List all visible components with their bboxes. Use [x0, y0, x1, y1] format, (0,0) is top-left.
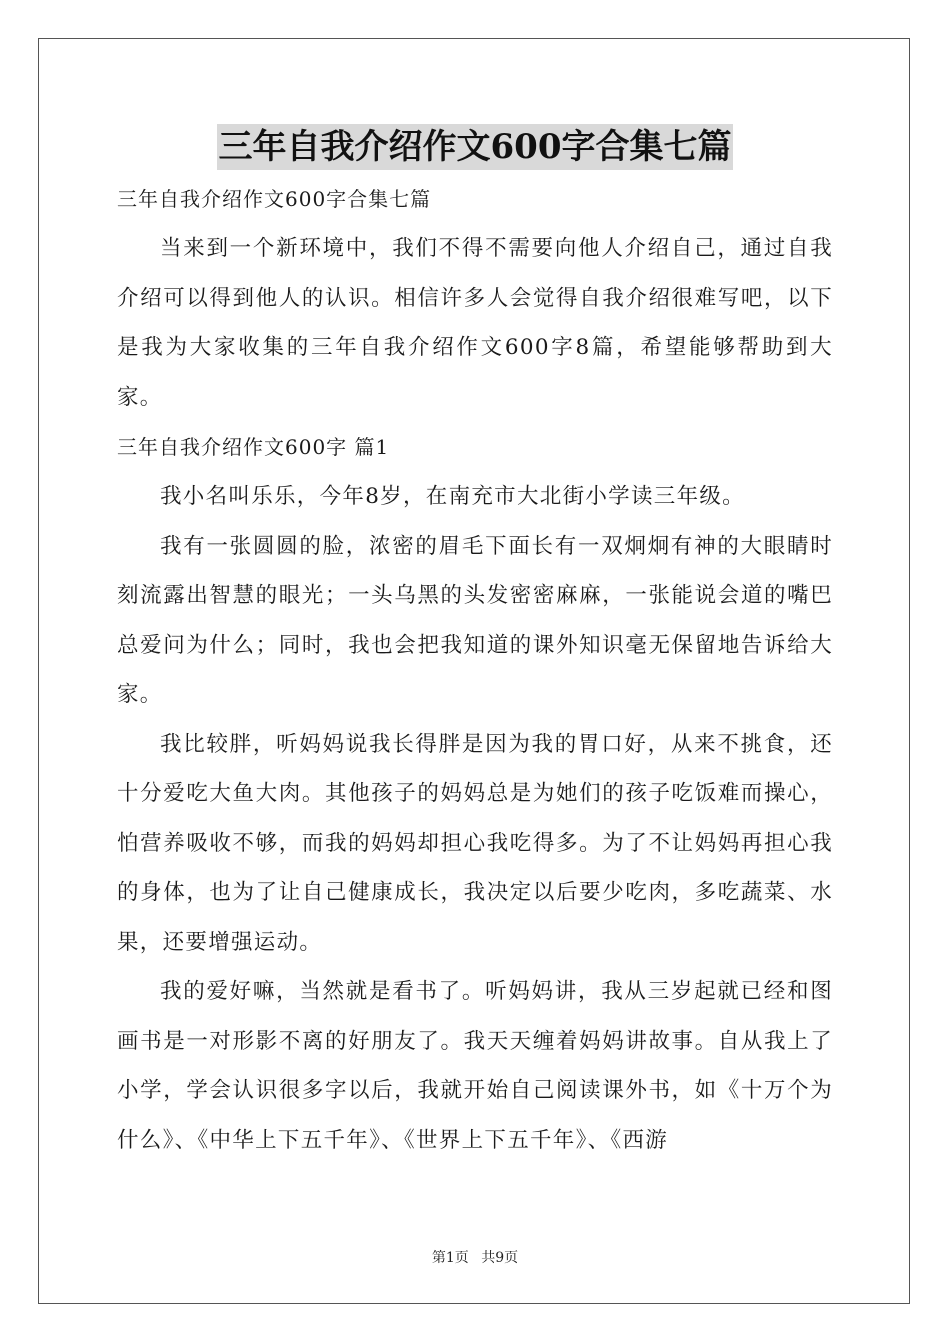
intro-paragraph: 当来到一个新环境中，我们不得不需要向他人介绍自己，通过自我介绍可以得到他人的认识。相信许多人会觉得自我介绍很难写吧，以下是我为大家收集的三年自我介绍作文600字8篇，希望能够帮助到大家。	[117, 236, 833, 410]
title-container	[0, 124, 950, 170]
section-heading: 三年自我介绍作文600字 篇1	[117, 435, 390, 459]
document-body	[117, 174, 833, 1165]
page-total: 共9页	[481, 1250, 519, 1266]
body-paragraph: 我有一张圆圆的脸，浓密的眉毛下面长有一双炯炯有神的大眼睛时刻流露出智慧的眼光；一头乌黑的头发密密麻麻，一张能说会道的嘴巴总爱问为什么；同时，我也会把我知道的课外知识毫无保留地告诉给大家。	[117, 533, 833, 707]
subtitle-line: 三年自我介绍作文600字合集七篇	[117, 187, 432, 211]
document-title: 三年自我介绍作文600字合集七篇	[217, 124, 734, 170]
body-paragraph: 我的爱好嘛，当然就是看书了。听妈妈讲，我从三岁起就已经和图画书是一对形影不离的好朋友了。我天天缠着妈妈讲故事。自从我上了小学，学会认识很多字以后，我就开始自己阅读课外书，如《十万个为什么》、《中华上下五千年》、《世界上下五千年》、《西游	[117, 979, 833, 1153]
body-paragraph: 我比较胖，听妈妈说我长得胖是因为我的胃口好，从来不挑食，还十分爱吃大鱼大肉。其他孩子的妈妈总是为她们的孩子吃饭难而操心，怕营养吸收不够，而我的妈妈却担心我吃得多。为了不让妈妈再担心我的身体，也为了让自己健康成长，我决定以后要少吃肉，多吃蔬菜、水果，还要增强运动。	[117, 731, 833, 955]
page-footer	[0, 1247, 950, 1267]
page-number: 第1页	[431, 1250, 469, 1266]
body-paragraph: 我小名叫乐乐，今年8岁，在南充市大北街小学读三年级。	[160, 484, 745, 509]
